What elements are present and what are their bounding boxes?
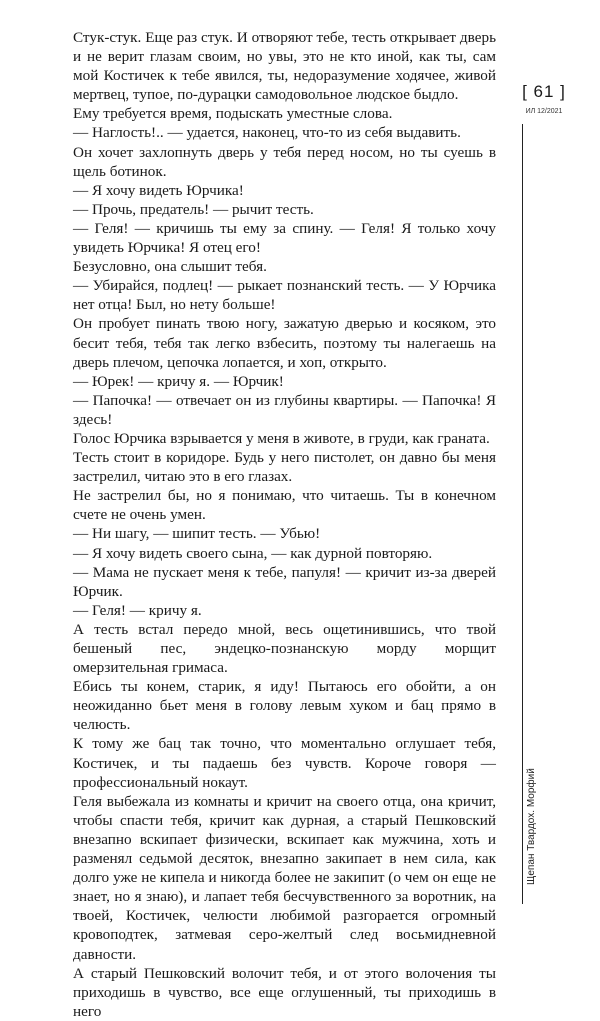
paragraph: Стук-стук. Еще раз стук. И отворяют тебе, тесть открывает дверь и не верит глазам своим, но увы, это не кто иной, как ты, сам мой Костичек к тебе явился, ты, недоразумение ходячее, живой мертвец, тупое, по-дурацки самодовольное людское быдло. (73, 29, 496, 104)
paragraph: Ебись ты конем, старик, я иду! Пытаюсь его обойти, а он неожиданно бьет меня в голову левым хуком и бац прямо в челюсть. (73, 678, 496, 734)
paragraph: Он пробует пинать твою ногу, зажатую дверью и косяком, это бесит тебя, тебя так легко взбесить, поэтому ты налегаешь на дверь плечом, цепочка лопается, и хоп, открыто. (73, 315, 496, 371)
paragraph: Тесть стоит в коридоре. Будь у него пистолет, он давно бы меня застрелил, читаю это в его глазах. (73, 449, 496, 486)
paragraph: — Прочь, предатель! — рычит тесть. (73, 200, 314, 218)
running-head: Щепан Твардох. Морфий (526, 768, 537, 885)
paragraph: — Юрек! — кричу я. — Юрчик! (73, 372, 284, 390)
paragraph: — Я хочу видеть Юрчика! (73, 181, 244, 199)
paragraph: — Я хочу видеть своего сына, — как дурной повторяю. (73, 544, 433, 562)
paragraph: Геля выбежала из комнаты и кричит на своего отца, она кричит, чтобы спасти тебя, кричит как дурная, а старый Пешковский внезапно вскипает физически, вскипает как мужчина, хоть и разменял седьмой десяток, внезапно закипает в нем сила, как долго уже не кипела и никогда более не закипит (о чем он еще не знает, но я знаю), и лапает тебя бесчувственного за воротник, на твоей, Костичек, челюсти любимой разгорается огромный кровоподтек, затмевая серо-желтый след восьмидневной давности. (73, 792, 496, 963)
paragraph: Голос Юрчика взрывается у меня в животе, в груди, как граната. (73, 429, 490, 447)
paragraph: Безусловно, она слышит тебя. (73, 258, 267, 276)
page-number: [ 61 ] (522, 82, 566, 101)
paragraph: — Ни шагу, — шипит тесть. — Убью! (73, 525, 321, 543)
issue-label: ИЛ 12/2021 (525, 108, 563, 115)
paragraph: А тесть встал передо мной, весь ощетинившись, что твой бешеный пес, эндецко-познанскую морду морщит омерзительная гримаса. (73, 620, 496, 677)
paragraph: Он хочет захлопнуть дверь у тебя перед носом, но ты суешь в щель ботинок. (73, 143, 496, 180)
paragraph: — Наглость!.. — удается, наконец, что-то из себя выдавить. (73, 124, 461, 142)
paragraph: — Папочка! — отвечает он из глубины квартиры. — Папочка! Я здесь! (73, 391, 496, 428)
paragraph: К тому же бац так точно, что моментально оглушает тебя, Костичек, и ты падаешь без чувств. Короче говоря — профессиональный нокаут. (73, 735, 496, 791)
margin-rule (522, 124, 523, 904)
body-text (73, 28, 496, 1021)
paragraph: — Мама не пускает меня к тебе, папуля! — кричит из-за дверей Юрчик. (73, 563, 496, 600)
paragraph: — Геля! — кричишь ты ему за спину. — Геля! Я только хочу увидеть Юрчика! Я отец его! (73, 219, 496, 257)
paragraph: А старый Пешковский волочит тебя, и от этого волочения ты приходишь в чувство, все еще оглушенный, ты приходишь в него (73, 964, 496, 1020)
paragraph: Ему требуется время, подыскать уместные слова. (73, 105, 393, 123)
paragraph: — Геля! — кричу я. (73, 601, 202, 619)
paragraph: Не застрелил бы, но я понимаю, что читаешь. Ты в конечном счете не очень умен. (73, 487, 496, 524)
paragraph: — Убирайся, подлец! — рыкает познанский тесть. — У Юрчика нет отца! Был, но нету больше! (73, 277, 496, 314)
